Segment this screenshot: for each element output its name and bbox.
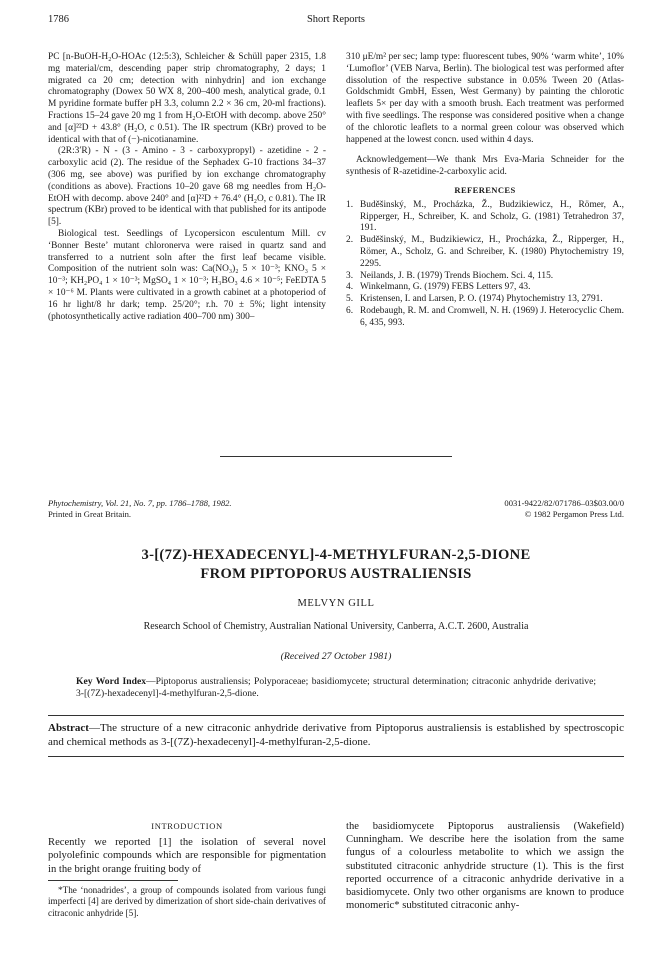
article-title xyxy=(48,546,624,584)
reference-item: 3. Neilands, J. B. (1979) Trends Biochem. Sci. 4, 115. xyxy=(346,270,554,281)
title-line-2: FROM PIPTOPORUS AUSTRALIENSIS xyxy=(200,566,472,582)
reference-item: 2. Buděšinský, M., Budzikiewicz, H., Procházka, Ž., Ripperger, H., Römer, A., Scholz, G. and Schreiber, K. (1980) Phytochemistry 19, 2295. xyxy=(346,235,624,269)
left-column xyxy=(48,52,326,323)
references-heading: REFERENCES xyxy=(454,184,516,195)
journal-citation: Phytochemistry, Vol. 21, No. 7, pp. 1786–1788, 1982. xyxy=(48,498,232,508)
section-divider xyxy=(220,456,452,457)
reference-item: 6. Rodebaugh, R. M. and Cromwell, N. H. (1969) J. Heterocyclic Chem. 6, 435, 993. xyxy=(346,305,624,328)
reference-item: 4. Winkelmann, G. (1979) FEBS Letters 97, 43. xyxy=(346,282,531,293)
reference-item: 1. Buděšinský, M., Procházka, Ž., Budzikiewicz, H., Römer, A., Ripperger, H., Schreiber, K. and Scholz, G. (1981) Tetrahedron 37, 191. xyxy=(346,199,624,234)
copyright-block xyxy=(504,498,624,519)
references-list xyxy=(346,200,624,330)
abstract-bottom-rule xyxy=(48,756,624,757)
acknowledgement: Acknowledgement—We thank Mrs Eva-Maria Schneider for the synthesis of R-azetidine-2-carboxylic acid. xyxy=(346,155,624,178)
reference-item: 5. Kristensen, I. and Larsen, P. O. (1974) Phytochemistry 13, 2791. xyxy=(346,294,603,305)
running-title: Short Reports xyxy=(306,14,366,25)
abstract-label: Abstract xyxy=(48,722,89,734)
author-name: MELVYN GILL xyxy=(297,598,375,609)
abstract-top-rule xyxy=(48,715,624,716)
author-affiliation: Research School of Chemistry, Australian National University, Canberra, A.C.T. 2600, Australia xyxy=(143,621,529,632)
intro-paragraph-left: Recently we reported [1] the isolation of several novel polyolefinic compounds which are responsible for pigmentation in the bright orange fruiting body of xyxy=(48,837,326,875)
journal-info xyxy=(48,498,232,519)
keywords-text: —Piptoporus australiensis; Polyporaceae; basidiomycete; structural determination; citraconic anhydride derivative; 3-[(7Z)-hexadecenyl]-4-methylfuran-2,5-dione. xyxy=(76,676,596,699)
introduction-heading: INTRODUCTION xyxy=(151,821,223,831)
paragraph-biological-test-cont: 310 μE/m² per sec; lamp type: fluorescent tubes, 90% ‘warm white’, 10% ‘Lumoflor’ (VEB Narva, Berlin). The biological test was performed after dissolution of the respective substance in 0.05% Tween 20 (Atlas-Goldschmidt GmbH, Essen, West Germany) by painting the chlorotic leaflets 5× per day with a smooth brush. Each treatment was performed with five seedlings. The response was considered positive when a change of the chlorotic leaflets to a normal green colour was observed which happened at the lowest concn. used within 4 days. xyxy=(346,52,624,145)
issn-code: 0031-9422/82/071786–03$03.00/0 xyxy=(504,498,624,508)
received-date: (Received 27 October 1981) xyxy=(280,651,392,662)
paragraph-azetidine: (2R:3′R) - N - (3 - Amino - 3 - carboxypropyl) - azetidine - 2 - carboxylic acid (2). The residue of the Sephadex G-10 fractions 34–37 (306 mg, see above) was purified by ion exchange chromatography (conditions as above). Fractions 10–20 gave 68 mg needles from H₂O-EtOH with decomp. above 240° and [α]²²D + 76.4° (H₂O, c 0.81). The IR spectrum (KBr) proved to be identical with that published for its antipode [5]. xyxy=(48,146,326,228)
body-right-column xyxy=(346,820,624,912)
printed-in: Printed in Great Britain. xyxy=(48,508,132,519)
paragraph-methods-pc: PC [n-BuOH-H₂O-HOAc (12:5:3), Schleicher & Schüll paper 2315, 1.8 mg material/cm, descending paper strip chromatography, 2 days; 1 migrated ca 20 cm; detection with ninhydrin] and ion exchange chromatography (Dowex 50 WX 8, 200–400 mesh, analytical grade, 0.1 M pyridine formate buffer pH 3.3, column 2.2 × 36 cm, 20-ml fractions). Fractions 15–24 gave 20 mg 1 from H₂O-EtOH with decomp. above 250° and [α]²²D + 43.8° (H₂O, c 0.51). The IR spectrum (KBr) proved to be identical with that of (−)-nicotianamine. xyxy=(48,52,326,145)
page-number: 1786 xyxy=(48,14,69,25)
key-word-index xyxy=(76,676,596,700)
keywords-label: Key Word Index xyxy=(76,676,146,687)
right-column xyxy=(346,52,624,330)
footnote: *The ‘nonadrides’, a group of compounds isolated from various fungi imperfecti [4] are derived by dimerization of short side-chain derivatives of citraconic anhydride [5]. xyxy=(48,884,326,918)
footnote-rule xyxy=(48,880,178,881)
abstract-text: —The structure of a new citraconic anhydride derivative from Piptoporus australiensis is established by spectroscopic and chemical methods as 3-[(7Z)-hexadecenyl]-4-methylfuran-2,5-dione. xyxy=(48,722,624,748)
paragraph-biological-test: Biological test. Seedlings of Lycopersicon esculentum Mill. cv ‘Bonner Beste’ mutant chloronerva were raised in quartz sand and transferred to a nutrient soln after the first leaf became visible. Composition of the nutrient soln was: Ca(NO₃)₂ 5 × 10⁻³; KNO₃ 5 × 10⁻³; KH₂PO₄ 1 × 10⁻³; MgSO₄ 1 × 10⁻³; H₃BO₃ 4.6 × 10⁻⁵; FeEDTA 5 × 10⁻⁶ M. Plants were cultivated in a growth cabinet at a photoperiod of 16 hr light/8 hr dark; temp. 25/20°; r.h. 70 ± 5%; light intensity (photosynthetically active radiation 400–700 nm) 300– xyxy=(48,228,326,322)
page-header xyxy=(48,14,624,28)
abstract xyxy=(48,721,624,749)
body-left-column xyxy=(48,820,326,919)
copyright-notice: © 1982 Pergamon Press Ltd. xyxy=(524,508,624,519)
title-line-1: 3-[(7Z)-HEXADECENYL]-4-METHYLFURAN-2,5-DIONE xyxy=(141,547,531,563)
intro-paragraph-right: the basidiomycete Piptoporus australiensis (Wakefield) Cunningham. We describe here the isolation from the same fungus of a colourless metabolite to which we assign the substituted citraconic anhydride structure (1). This is the first reported occurrence of a citraconic anhydride derivative in a basidiomycete. Only two other organisms are known to produce monomeric* substituted citraconic anhy- xyxy=(346,821,624,912)
